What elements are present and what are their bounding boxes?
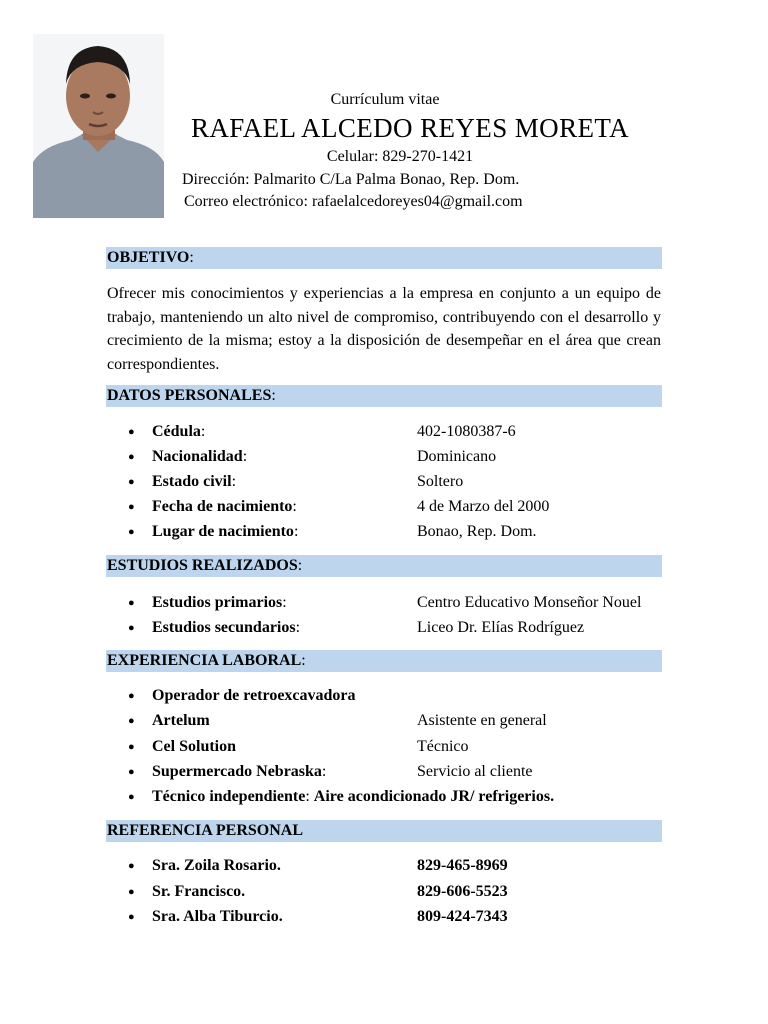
bullet-icon: ● <box>128 791 135 803</box>
list-item: ● Lugar de nacimiento: Bonao, Rep. Dom. <box>128 521 298 543</box>
list-item: ● Estudios secundarios: Liceo Dr. Elías Rodríguez <box>128 617 300 639</box>
bullet-icon: ● <box>128 622 135 634</box>
bullet-icon: ● <box>128 766 135 778</box>
list-item: ● Nacionalidad: Dominicano <box>128 446 247 468</box>
list-item: ● Sra. Alba Tiburcio. 809-424-7343 <box>128 906 283 928</box>
candidate-name: RAFAEL ALCEDO REYES MORETA <box>191 113 629 143</box>
bullet-icon: ● <box>128 860 135 872</box>
list-item: ● Sra. Zoila Rosario. 829-465-8969 <box>128 855 281 877</box>
list-item: ● Cédula: 402-1080387-6 <box>128 421 205 443</box>
bullet-icon: ● <box>128 526 135 538</box>
list-item: ● Fecha de nacimiento: 4 de Marzo del 2000 <box>128 496 297 518</box>
list-item: ● Técnico independiente: Aire acondicionado JR/ refrigerios. <box>128 786 554 808</box>
bullet-icon: ● <box>128 690 135 702</box>
bullet-icon: ● <box>128 741 135 753</box>
section-estudios-header: ESTUDIOS REALIZADOS: <box>106 555 662 577</box>
list-item: ● Operador de retroexcavadora <box>128 685 356 707</box>
email-line: Correo electrónico: rafaelalcedoreyes04@gmail.com <box>184 193 523 210</box>
address-line: Dirección: Palmarito C/La Palma Bonao, Rep. Dom. <box>182 171 520 188</box>
list-item: ● Sr. Francisco. 829-606-5523 <box>128 881 245 903</box>
list-item: ● Estado civil: Soltero <box>128 471 236 493</box>
bullet-icon: ● <box>128 597 135 609</box>
objective-paragraph: Ofrecer mis conocimientos y experiencias a la empresa en conjunto a un equipo de trabajo, manteniendo un alto nivel de compromiso, contribuyendo con el desarrollo y crecimiento de la misma; estoy a la disposición de desempeñar en el área que crean correspondientes. <box>107 285 661 373</box>
section-objetivo-header: OBJETIVO: <box>106 247 662 269</box>
section-datos-header: DATOS PERSONALES: <box>106 385 662 407</box>
list-item: ● Cel Solution Técnico <box>128 736 236 758</box>
bullet-icon: ● <box>128 501 135 513</box>
document-subtitle: Currículum vitae <box>330 91 440 108</box>
list-item: ● Artelum Asistente en general <box>128 710 210 732</box>
list-item: ● Estudios primarios: Centro Educativo Monseñor Nouel <box>128 592 287 614</box>
section-referencia-header: REFERENCIA PERSONAL <box>106 820 662 842</box>
bullet-icon: ● <box>128 451 135 463</box>
phone-line: Celular: 829-270-1421 <box>326 148 474 165</box>
section-experiencia-header: EXPERIENCIA LABORAL: <box>106 650 662 672</box>
list-item: ● Supermercado Nebraska: Servicio al cliente <box>128 761 326 783</box>
bullet-icon: ● <box>128 426 135 438</box>
bullet-icon: ● <box>128 911 135 923</box>
bullet-icon: ● <box>128 715 135 727</box>
profile-photo <box>33 34 164 218</box>
bullet-icon: ● <box>128 886 135 898</box>
bullet-icon: ● <box>128 476 135 488</box>
